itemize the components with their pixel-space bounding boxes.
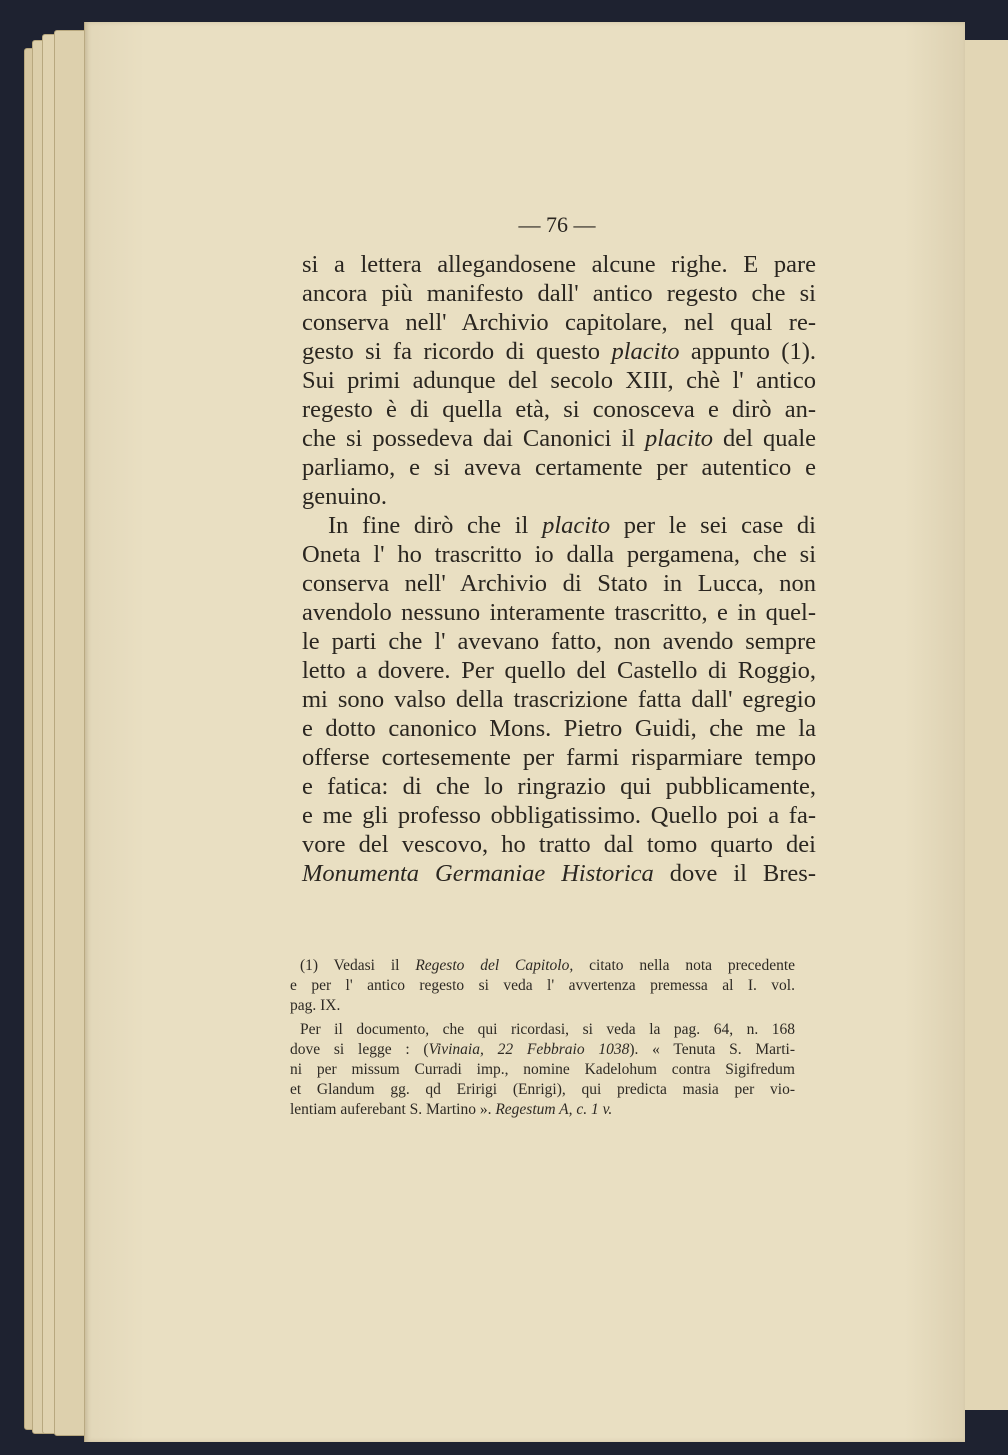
footnotes: [290, 956, 795, 1120]
footnote-line: Per il documento, che qui ricordasi, si veda la pag. 64, n. 168: [300, 1021, 795, 1038]
text-line: parliamo, e si aveva certamente per autentico e: [302, 454, 816, 481]
footnote-line: e per l' antico regesto si veda l' avvertenza premessa al I. vol.: [290, 977, 795, 994]
text-line: genuino.: [302, 483, 388, 510]
text-line: e me gli professo obbligatissimo. Quello poi a fa-: [302, 802, 816, 829]
text-line: In fine dirò che il placito per le sei case di: [328, 512, 816, 539]
text-line: regesto è di quella età, si conosceva e dirò an-: [302, 396, 816, 423]
text-line: e dotto canonico Mons. Pietro Guidi, che me la: [302, 715, 816, 742]
text-line: le parti che l' avevano fatto, non avendo sempre: [302, 628, 816, 655]
footnote-line: (1) Vedasi il Regesto del Capitolo, citato nella nota precedente: [300, 957, 796, 974]
text-line: ancora più manifesto dall' antico regesto che si: [302, 280, 816, 307]
text-line: Oneta l' ho trascritto io dalla pergamena, che si: [302, 541, 816, 568]
text-line: conserva nell' Archivio capitolare, nel qual re-: [302, 309, 816, 336]
text-line: Monumenta Germaniae Historica dove il Bres-: [302, 860, 816, 887]
text-line: conserva nell' Archivio di Stato in Lucca, non: [302, 570, 816, 597]
text-line: mi sono valso della trascrizione fatta dall' egregio: [302, 686, 816, 713]
text-line: Sui primi adunque del secolo XIII, chè l' antico: [302, 367, 816, 394]
footnote-line: ni per missum Curradi imp., nomine Kadelohum contra Sigifredum: [290, 1061, 795, 1078]
text-line: gesto si fa ricordo di questo placito appunto (1).: [302, 338, 816, 365]
footnote-line: pag. IX.: [290, 997, 341, 1014]
text-line: e fatica: di che lo ringrazio qui pubblicamente,: [302, 773, 816, 800]
text-line: si a lettera allegandosene alcune righe. E pare: [302, 251, 816, 278]
page-number: — 76 —: [518, 212, 596, 237]
text-line: letto a dovere. Per quello del Castello di Roggio,: [302, 657, 816, 684]
text-line: avendolo nessuno interamente trascritto, e in quel-: [302, 599, 816, 626]
text-line: vore del vescovo, ho tratto dal tomo quarto dei: [302, 831, 816, 858]
body-text: [302, 250, 816, 888]
text-line: che si possedeva dai Canonici il placito del quale: [302, 425, 816, 452]
footnote-line: lentiam auferebant S. Martino ». Regestum A, c. 1 v.: [290, 1101, 613, 1118]
facing-page-edge: [962, 40, 1008, 1410]
footnote-line: dove si legge : (Vivinaia, 22 Febbraio 1038). « Tenuta S. Marti-: [290, 1041, 795, 1058]
text-line: offerse cortesemente per farmi risparmiare tempo: [302, 744, 816, 771]
footnote-line: et Glandum gg. qd Eririgi (Enrigi), qui predicta masia per vio-: [290, 1081, 795, 1098]
